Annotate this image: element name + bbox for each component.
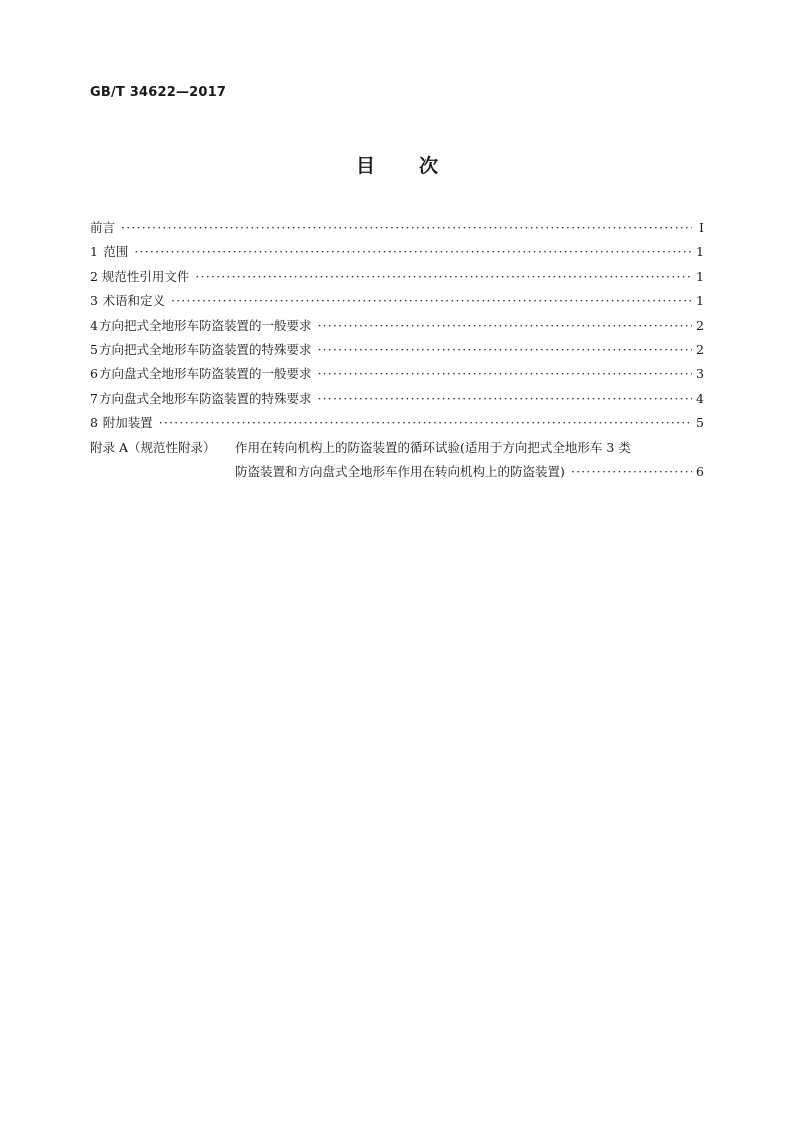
toc-entry-page: Ⅰ: [699, 220, 704, 235]
toc-entry-label: 前言: [90, 220, 116, 235]
annex-title-line-1: 作用在转向机构上的防盗装置的循环试验(适用于方向把式全地形车 3 类: [235, 439, 631, 455]
toc-leader-dots: [317, 362, 692, 386]
annex-title-line-2: 防盗装置和方向盘式全地形车作用在转向机构上的防盗装置): [235, 463, 565, 479]
toc-entry-number: 5: [90, 341, 98, 357]
toc-leader-dots: [195, 265, 692, 289]
toc-entry-page: 4: [696, 390, 704, 406]
toc-entry-number: 3: [90, 293, 98, 309]
toc-entry-page: 3: [696, 366, 704, 382]
standard-number: GB/T 34622—2017: [90, 85, 227, 100]
annex-prefix: 附录 A（规范性附录）: [90, 439, 216, 455]
table-of-contents: [90, 216, 704, 484]
toc-leader-dots: [159, 411, 692, 435]
toc-leader-dots: [571, 460, 692, 484]
toc-leader-dots: [317, 314, 692, 338]
toc-leader-dots: [121, 216, 692, 240]
toc-entry-annex-a[interactable]: [90, 436, 704, 460]
toc-leader-dots: [317, 338, 692, 362]
toc-entry-4[interactable]: [90, 314, 704, 338]
toc-entry-number: 8: [90, 415, 98, 431]
toc-entry-5[interactable]: [90, 338, 704, 362]
toc-entry-page: 1: [696, 268, 704, 284]
toc-entry-label: 术语和定义: [102, 293, 165, 309]
toc-entry-number: 7: [90, 390, 98, 406]
toc-entry-page: 5: [696, 415, 704, 431]
toc-entry-page: 1: [696, 244, 704, 260]
toc-leader-dots: [317, 387, 692, 411]
toc-entry-page: 2: [696, 341, 704, 357]
toc-entry-label: 范围: [103, 244, 129, 260]
toc-entry-number: 4: [90, 317, 98, 333]
toc-entry-label: 附加装置: [102, 415, 153, 431]
toc-entry-2[interactable]: [90, 265, 704, 289]
toc-leader-dots: [134, 240, 692, 264]
toc-entry-6[interactable]: [90, 362, 704, 386]
toc-entry-page: 1: [696, 293, 704, 309]
toc-leader-dots: [171, 289, 692, 313]
toc-entry-label: 方向盘式全地形车防盗装置的特殊要求: [98, 390, 312, 406]
toc-entry-number: 2: [90, 268, 98, 284]
toc-entry-label: 方向把式全地形车防盗装置的特殊要求: [98, 341, 312, 357]
toc-entry-1[interactable]: [90, 240, 704, 264]
toc-entry-label: 规范性引用文件: [101, 268, 190, 284]
toc-entry-3[interactable]: [90, 289, 704, 313]
toc-entry-number: 6: [90, 366, 98, 382]
toc-entry-label: 方向把式全地形车防盗装置的一般要求: [98, 317, 312, 333]
title-char-1: 目: [355, 155, 375, 177]
toc-entry-8[interactable]: [90, 411, 704, 435]
toc-entry-page: 2: [696, 317, 704, 333]
toc-entry-foreword[interactable]: [90, 216, 704, 240]
title-char-2: 次: [419, 155, 439, 177]
toc-entry-label: 方向盘式全地形车防盗装置的一般要求: [98, 366, 312, 382]
toc-entry-annex-a-continued[interactable]: [90, 460, 704, 484]
toc-entry-page: 6: [696, 463, 704, 479]
page-title: [0, 151, 794, 178]
toc-entry-number: 1: [90, 244, 98, 260]
toc-entry-7[interactable]: [90, 387, 704, 411]
